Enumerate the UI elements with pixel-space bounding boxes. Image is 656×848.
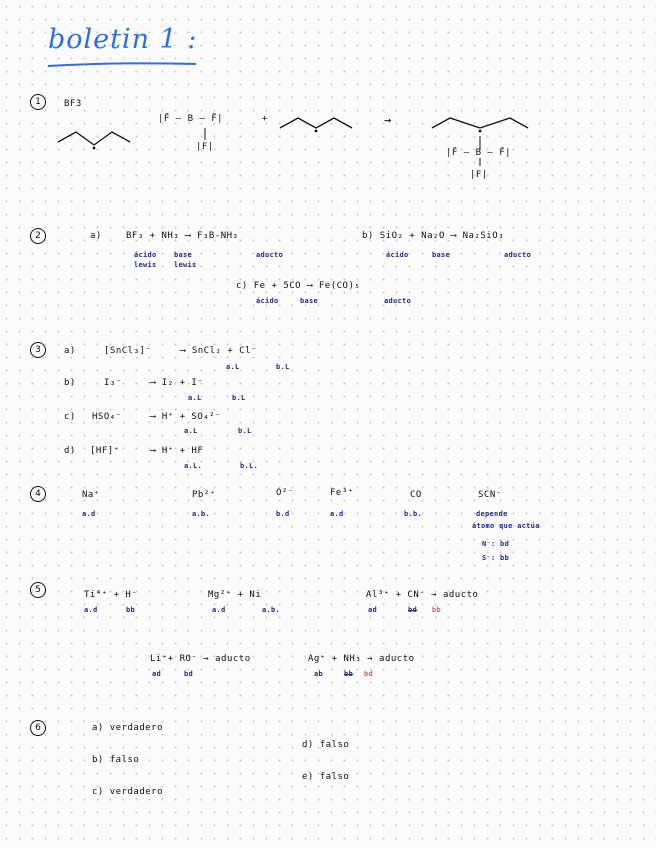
s2-c-base: base: [300, 297, 319, 305]
s4-note-5: b.b.: [404, 510, 423, 518]
s3-d-left: [HF]⁺: [90, 446, 120, 456]
section-number-3: 3: [30, 342, 46, 358]
s4-note-3: b.d: [276, 510, 290, 518]
s3-d-right: ⟶ H⁺ + HF: [150, 446, 204, 456]
s2-a-adduct: aducto: [256, 251, 284, 259]
s4-note-1: a.d: [82, 510, 96, 518]
s4-species-5: CO: [410, 490, 422, 500]
s3-c-note2: b.L: [238, 427, 252, 435]
s2-c-equation: c) Fe + 5CO ⟶ Fe(CO)₅: [236, 281, 361, 291]
s2-a-acid-lewis: lewis: [134, 261, 157, 269]
s5-eq1: Ti⁴⁺ + H⁻: [84, 590, 138, 600]
s5-eq2-note2: a.b.: [262, 606, 281, 614]
s4-scn-extra-3: S⁻: bb: [482, 554, 510, 562]
s1-plus: +: [262, 114, 268, 124]
s4-scn-extra-1: átomo que actúa: [472, 522, 540, 530]
s2-b-equation: b) SiO₂ + Na₂O ⟶ Na₂SiO₃: [362, 231, 505, 241]
s5-eq5-note2-correction: bd: [364, 670, 374, 678]
s5-eq4-note2: bd: [184, 670, 194, 678]
s4-scn-extra-2: N⁻: bd: [482, 540, 510, 548]
s2-a-base: base: [174, 251, 193, 259]
s3-d-label: d): [64, 446, 76, 456]
s5-eq3-note1: ad: [368, 606, 378, 614]
section-number-1: 1: [30, 94, 46, 110]
s4-species-2: Pb²⁺: [192, 490, 216, 500]
s3-c-right: ⟶ H⁺ + SO₄²⁻: [150, 412, 222, 422]
s3-c-label: c): [64, 412, 76, 422]
s5-eq5-note2-struck: bb: [344, 670, 354, 678]
s3-a-note2: b.L: [276, 363, 290, 371]
s5-eq1-note1: a.d: [84, 606, 98, 614]
section-number-4: 4: [30, 486, 46, 502]
s4-note-2: a.b.: [192, 510, 211, 518]
s6-answer-b: b) falso: [92, 755, 140, 765]
s2-a-equation: BF₃ + NH₃ ⟶ F₃B-NH₃: [126, 231, 239, 241]
s5-eq1-note2: bb: [126, 606, 136, 614]
s5-eq4: Li⁺+ RO⁻ → aducto: [150, 654, 251, 664]
s5-eq4-note1: ad: [152, 670, 162, 678]
s3-a-note1: a.L: [226, 363, 240, 371]
s2-a-base-lewis: lewis: [174, 261, 197, 269]
s3-a-label: a): [64, 346, 76, 356]
s2-c-acid: ácido: [256, 297, 279, 305]
s3-a-left: [SnCl₃]⁻: [104, 346, 152, 356]
s5-eq5-note1: ab: [314, 670, 324, 678]
s3-b-note1: a.L: [188, 394, 202, 402]
s5-eq3: Al³⁺ + CN⁻ → aducto: [366, 590, 479, 600]
s1-lewis-bottom: |F|: [196, 142, 214, 152]
s4-species-4: Fe³⁺: [330, 488, 354, 498]
s5-eq2: Mg²⁺ + Ni: [208, 590, 262, 600]
s5-eq3-note2-struck: bd: [408, 606, 418, 614]
section-number-6: 6: [30, 720, 46, 736]
s4-species-1: Na⁺: [82, 490, 100, 500]
s5-eq3-note2-correction: bb: [432, 606, 442, 614]
s5-eq2-note1: a.d: [212, 606, 226, 614]
s4-note-6: depende: [476, 510, 508, 518]
s6-answer-a: a) verdadero: [92, 723, 164, 733]
s1-lewis-top: |F̄ — B — F̄|: [158, 114, 224, 124]
s6-answer-e: e) falso: [302, 772, 350, 782]
s2-b-base: base: [432, 251, 451, 259]
section-number-2: 2: [30, 228, 46, 244]
s5-eq5: Ag⁺ + NH₃ → aducto: [308, 654, 415, 664]
s1-product-bottom: |F|: [470, 170, 488, 180]
s2-b-acid: ácido: [386, 251, 409, 259]
s3-b-right: ⟶ I₂ + I⁻: [150, 378, 204, 388]
s3-b-left: I₃⁻: [104, 378, 122, 388]
s2-b-adduct: aducto: [504, 251, 532, 259]
page-title: boletin 1 :: [48, 24, 198, 55]
s2-a-label: a): [90, 231, 102, 241]
s3-b-label: b): [64, 378, 76, 388]
section-number-5: 5: [30, 582, 46, 598]
s3-c-note1: a.L: [184, 427, 198, 435]
s4-species-3: O²⁻: [276, 488, 294, 498]
s1-product-top: |F̄ — B — F̄|: [446, 148, 512, 158]
s4-note-4: a.d: [330, 510, 344, 518]
s1-label: BF3: [64, 99, 82, 109]
s2-a-acid: ácido: [134, 251, 157, 259]
s3-a-right: ⟶ SnCl₂ + Cl⁻: [180, 346, 257, 356]
s6-answer-d: d) falso: [302, 740, 350, 750]
s3-d-note2: b.L.: [240, 462, 259, 470]
s4-species-6: SCN⁻: [478, 490, 502, 500]
s6-answer-c: c) verdadero: [92, 787, 164, 797]
s1-arrow: →: [384, 113, 392, 127]
s3-b-note2: b.L: [232, 394, 246, 402]
s3-c-left: HSO₄⁻: [92, 412, 122, 422]
s3-d-note1: a.L.: [184, 462, 203, 470]
s2-c-adduct: aducto: [384, 297, 412, 305]
